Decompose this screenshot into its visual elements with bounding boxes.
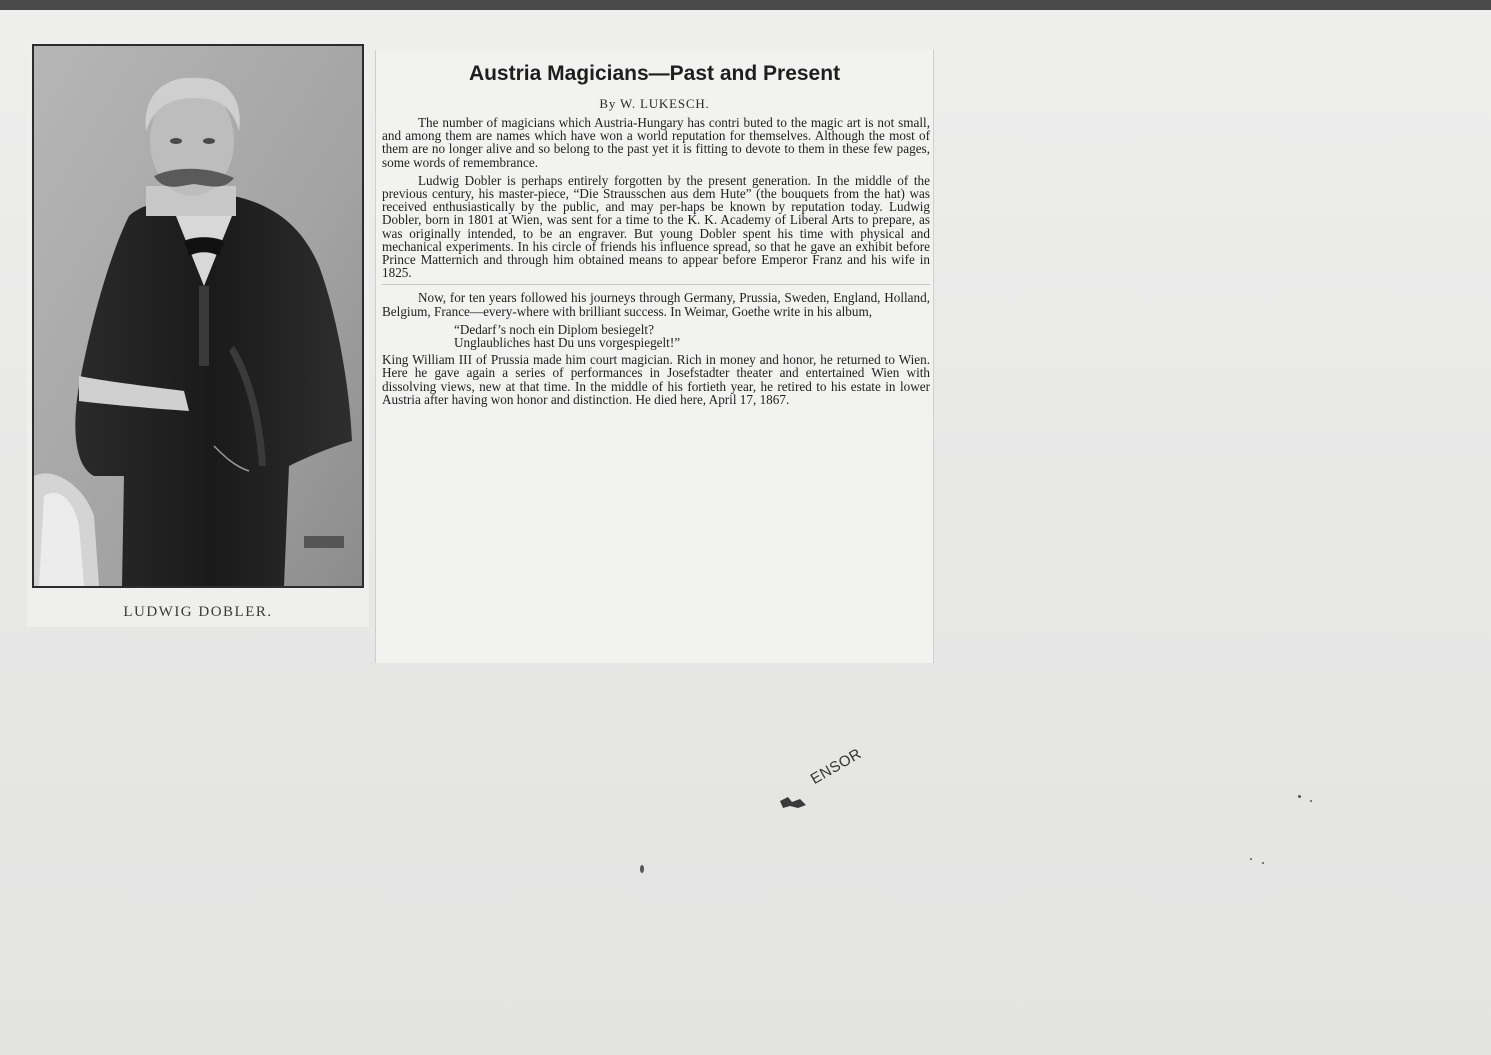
article-paragraph: Now, for ten years followed his journeys through Germany, Prussia, Sweden, England, Holland, Belgium, France—every-where with brilliant success. In Weimar, Goethe write in his album, — [382, 290, 930, 319]
article-body — [382, 116, 930, 411]
goethe-verse — [454, 323, 930, 349]
verse-line: Unglaubliches hast Du uns vorgespiegelt!” — [454, 335, 681, 351]
article-clipping — [375, 50, 934, 663]
article-paragraph: The number of magicians which Austria-Hungary has contri buted to the magic art is not small, and among them are names which have won a world reputation for themselves. Although the most of them are no longer alive and so belong to the past yet it is fitting to devote to them in these few pages, some words of remembrance. — [382, 115, 930, 170]
scan-edge — [0, 0, 1491, 10]
stamp-smudge — [778, 793, 808, 811]
portrait-caption: LUDWIG DOBLER. — [123, 604, 273, 620]
dust-speck — [1250, 858, 1252, 860]
clipping-seam — [382, 284, 930, 285]
article-byline: By W. LUKESCH. — [599, 96, 710, 111]
scrapbook-page — [0, 10, 1491, 1055]
portrait-image — [34, 46, 362, 586]
article-paragraph: Ludwig Dobler is perhaps entirely forgotten by the present generation. In the middle of the previous century, his master-piece, “Die Strausschen aus dem Hute” (the bouquets from the hat) was received enthusiastically by the public, and may per-haps be known by reputation today. Ludwig Dobler, born in 1801 at Wien, was sent for a time to the K. K. Academy of Liberal Arts to prepare, as was originally intended, to be an engraver. But young Dobler spent his time with physical and mechanical experiments. In his circle of friends his influence spread, so that he gave an exhibit before Prince Matternich and through him obtained means to appear before Emperor Franz and his wife in 1825. — [382, 172, 930, 281]
dust-speck — [1262, 862, 1264, 864]
dust-speck — [1298, 795, 1301, 798]
verse-line: “Dedarf’s noch ein Diplom besiegelt? — [454, 321, 654, 337]
portrait-clipping — [27, 40, 369, 627]
ensor-stamp: ENSOR — [807, 745, 865, 788]
portrait-photo — [32, 44, 364, 588]
article-closing: King William III of Prussia made him court magician. Rich in money and honor, he returned to Wien. Here he gave again a series of performances in Josefstadter theater and entertained Wien with dissolving views, new at that time. In the middle of his fortieth year, he retired to his estate in lower Austria after having won honor and distinction. He died here, April 17, 1867. — [382, 352, 930, 407]
article-title: Austria Magicians—Past and Present — [468, 62, 841, 85]
dust-speck — [1310, 800, 1312, 802]
dust-speck — [640, 865, 644, 873]
